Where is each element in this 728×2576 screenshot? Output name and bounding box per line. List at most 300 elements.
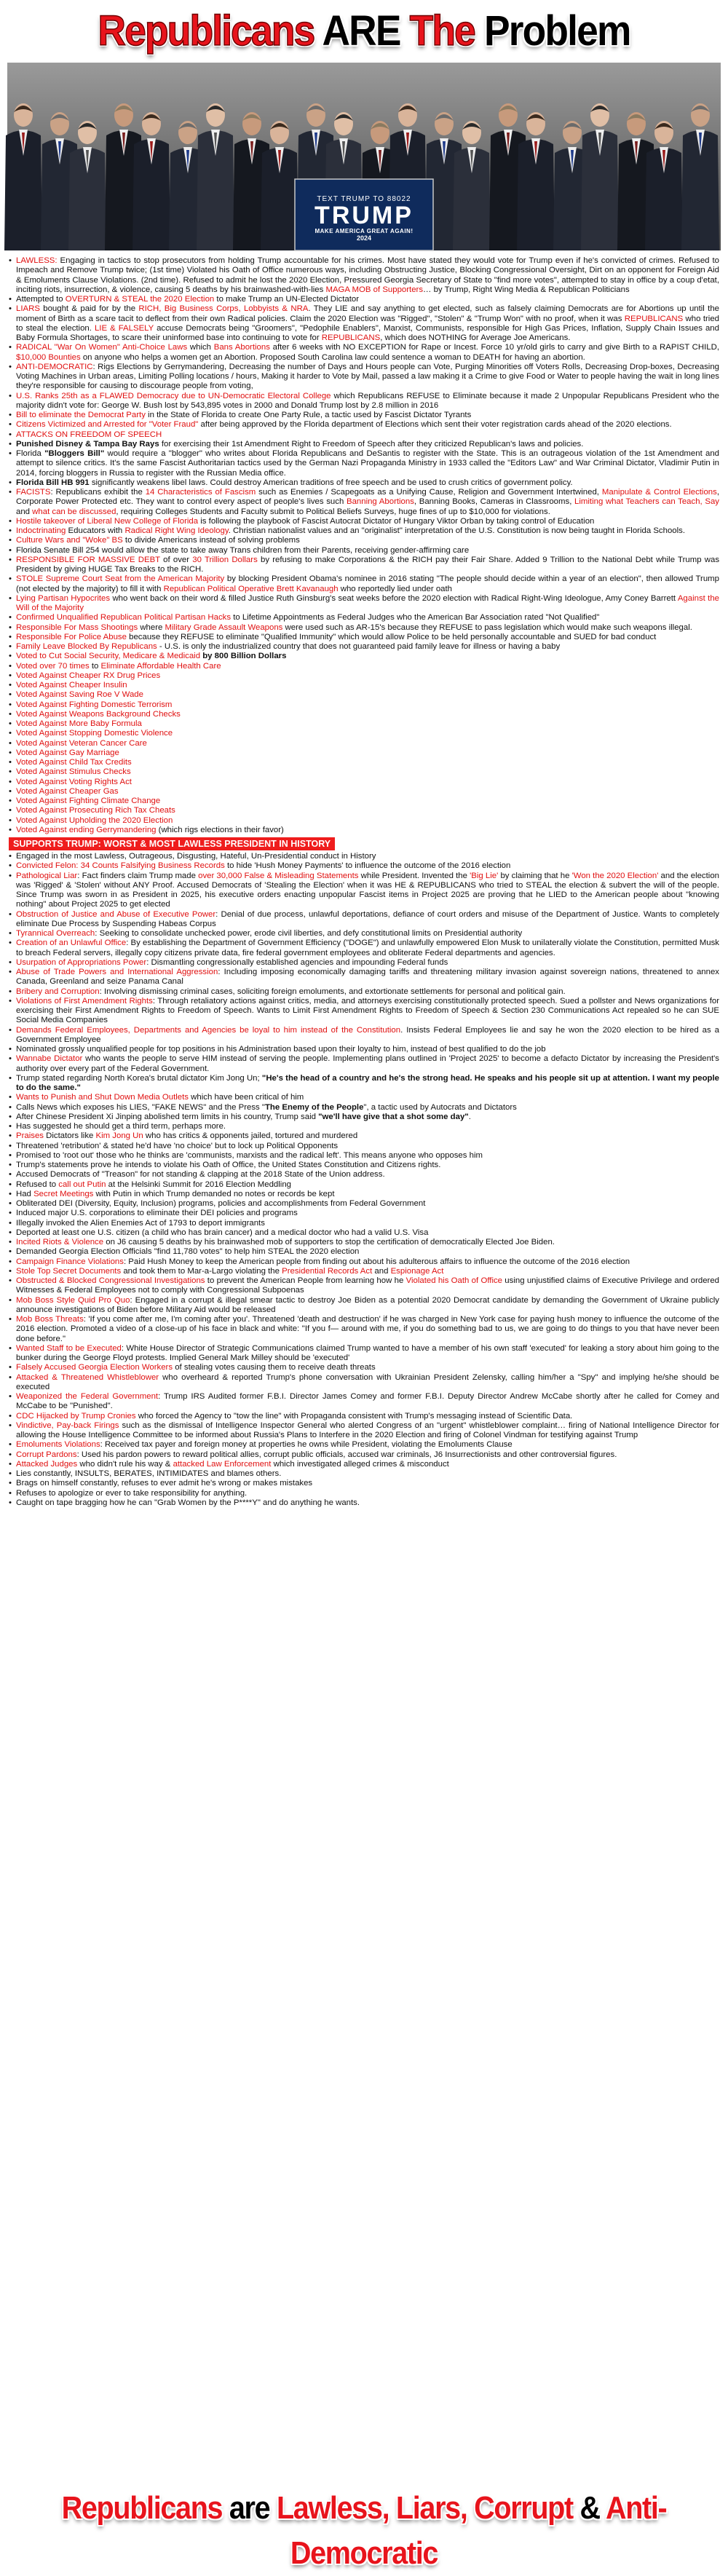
list-item-text: Bribery and Corruption [16, 987, 100, 996]
list-item-text: : Involving dismissing criminal cases, soliciting foreign emoluments, and extortionate settlements for personal and political gain. [99, 987, 566, 996]
footer-word: & [579, 2490, 600, 2526]
list-item-text: LIARS [16, 304, 40, 314]
list-item-text: after being approved by the Florida department of Elections which sent their voter registration cards ahead of the 2020 elections. [198, 420, 672, 430]
list-item-text: Attacked & Threatened Whistleblower [16, 1372, 159, 1382]
list-item-text: Campaign Finance Violations [16, 1257, 124, 1266]
list-item [9, 729, 719, 738]
list-item [9, 623, 719, 633]
list-item-text: RICH, Big Business Corps, Lobbyists & NRA [138, 304, 309, 314]
list-item-text: by refusing to make Corporations & the RICH pay their Fair Share. Added 9 Trillion to the National Debt while Trump was President by giving HUGE Tax Breaks to the RICH. [16, 555, 720, 574]
list-item [9, 852, 719, 861]
list-item-text: Refuses to apologize or ever to take responsibility for anything. [16, 1488, 248, 1498]
list-item-text: Voted Against Upholding the 2020 Election [16, 815, 173, 825]
list-item-text: Indoctrinating [16, 526, 66, 535]
list-item [9, 1180, 719, 1190]
list-item [9, 806, 719, 815]
list-item-text: Abuse of Trade Powers and International Aggression [16, 968, 218, 976]
list-item-text: Secret Meetings [33, 1189, 94, 1198]
podium-name: TRUMP [314, 202, 414, 229]
list-item-text: for exercising their 1st Amendment Right to Freedom of Speech after they criticized Republican's laws and policies. [159, 439, 584, 449]
list-item-text: at the Helsinki Summit for 2016 Election Meddling [106, 1180, 291, 1189]
list-item [9, 816, 719, 826]
list-item-text: of over [159, 555, 193, 564]
list-item-text: REPUBLICANS [321, 333, 381, 342]
list-item-text: LIE & FALSELY [94, 323, 154, 333]
list-item-text: Voted Against Fighting Domestic Terrorism [16, 700, 173, 709]
list-item [9, 1122, 719, 1131]
list-item-text: to [89, 661, 101, 671]
list-item-text: Refused to [16, 1180, 59, 1189]
list-item-text: Stole Top Secret Documents [16, 1266, 122, 1276]
list-item-text: Engaging in tactics to stop prosecutors from holding Trump accountable for his crimes. Most have stated they would vote for Trump even if he's convicted of crimes. Refused to Impeach and Remove Trump twice; (1st time) Violated his Oath of Office numerous ways, including Obstructing Justice, Blocking Congressional Oversight, Dirt on an opponent for Foreign Aid & Emoluments Clause Violations. (2nd time). Refused to admit he lost the 2020 Election, Pressured Georgia Secretary of State to "find more votes", attempted to stay in office by a coup d'etat, inciting riots, insurrection, & violence, causing 5 deaths by his brainwashed-with-lies [16, 256, 719, 294]
list-item [9, 1142, 719, 1151]
list-item-text: , requiring Colleges Students and Faculty submit to Political Beliefs Surveys, huge fines of up to $10,000 for violations. [116, 507, 550, 516]
list-item [9, 778, 719, 787]
list-item [9, 1190, 719, 1199]
title-word-the: The [409, 7, 475, 55]
list-item-text: Wants to Punish and Shut Down Media Outlets [16, 1093, 189, 1102]
list-item-text: Kim Jong Un [95, 1131, 143, 1141]
list-item-text: Eliminate Affordable Health Care [100, 661, 221, 671]
list-item-text: Creation of an Unlawful Office [16, 939, 127, 948]
list-item-text: who overheard & reported Trump's phone conversation with Ukrainian President Zelensky, calling him/her a "Spy" and implying he/she should be executed [16, 1372, 719, 1391]
list-item-text: Demanded Georgia Election Officials "find 11,780 votes" to help him STEAL the 2020 election [16, 1247, 360, 1257]
bullet-list-republicans [9, 256, 719, 835]
list-item-text: and took them to Mar-a-Largo violating the [121, 1266, 282, 1276]
list-item-text: Obliterated DEI (Diversity, Equity, Inclusion) programs, policies and accomplishments from Federal Government [16, 1199, 426, 1208]
list-item-text: Engaged in the most Lawless, Outrageous, Disgusting, Hateful, Un-Presidential conduct in History [16, 852, 376, 861]
list-item [9, 1045, 719, 1054]
list-item-text: Obstructed & Blocked Congressional Investigations [16, 1276, 205, 1285]
list-item-text: ", a tactic used by Autocrats and Dictators [363, 1102, 517, 1112]
list-item-text: Voted Against Gay Marriage [16, 748, 119, 757]
list-item-text: Violated his Oath of Office [405, 1276, 503, 1285]
crowd-illustration [7, 63, 721, 250]
list-item [9, 1344, 719, 1364]
list-item-text: RADICAL "War On Women" Anti-Choice Laws [16, 343, 188, 352]
list-item-text: Republican Political Operative Brett Kavanaugh [163, 584, 339, 593]
list-item-text: Pathological Liar [16, 871, 78, 880]
list-item [9, 1131, 719, 1141]
list-item [9, 633, 719, 642]
footer-word: Lawless, [276, 2490, 389, 2526]
list-item-text: Attacked Judges [16, 1459, 78, 1469]
list-item-text: Voted Against Weapons Background Checks [16, 709, 181, 719]
list-item-text: would require a "blogger" who writes about Florida Republicans and DeSantis to register with the State. This is an outrageous violation of the 1st Amendment and attempt to silence critics. It's the same Fascist Authoritarian tactics used by the German Nazi Propaganda Ministry in 1933 called the "Editors Law" and War Criminal Dictator, Vladimir Putin in 2014, forcing bloggers in Russia to register with the Russian Media office. [16, 449, 719, 478]
list-item [9, 681, 719, 690]
list-item [9, 1296, 719, 1316]
list-item-text: Culture Wars and "Woke" BS [16, 536, 123, 545]
list-item-text: Responsible For Mass Shootings [16, 623, 138, 632]
list-item [9, 1209, 719, 1218]
list-item-text: : Used his pardon powers to reward political allies, corrupt public officials, accused war criminals, J6 Insurrectionists and other controversial figures. [76, 1450, 617, 1459]
list-item-text: : Fact finders claim Trump made [77, 871, 199, 880]
list-item-text: Radical Right Wing Ideology [124, 526, 229, 535]
list-item-text: to make Trump an UN-Elected Dictator [214, 295, 360, 304]
list-item-text: Trump's statements prove he intends to violate his Oath of Office, the United States Constitution and Citizens rights. [16, 1161, 441, 1169]
podium [295, 179, 433, 250]
list-item [9, 488, 719, 517]
list-item [9, 1315, 719, 1344]
list-item [9, 536, 719, 545]
list-item-text: who reportedly lied under oath [338, 584, 452, 593]
list-item [9, 739, 719, 748]
list-item-text: Calls News which exposes his LIES, "FAKE NEWS" and the Press " [16, 1102, 265, 1112]
list-item-text: Banning Abortions [346, 497, 414, 507]
list-item-text: : White House Director of Strategic Communications claimed Trump wanted to have a member of his own staff 'executed' for leaking a story about him going to the bunker during the George Floyd protests. Implied General Mark Milley should be 'executed' [16, 1343, 720, 1362]
list-item [9, 861, 719, 871]
list-item [9, 1113, 719, 1122]
list-item [9, 642, 719, 652]
list-item-text: Voted Against Cheaper RX Drug Prices [16, 671, 161, 680]
list-item [9, 1026, 719, 1046]
list-item [9, 700, 719, 710]
list-item-text: - U.S. is only the industrialized country that does not guaranteed paid family leave for illness or having a baby [157, 642, 561, 651]
list-item [9, 710, 719, 719]
list-item-text: Caught on tape bragging how he can "Grab Women by the P****Y" and do anything he wants. [16, 1498, 360, 1507]
list-item [9, 256, 719, 295]
podium-slogan: MAKE AMERICA GREAT AGAIN! [314, 228, 414, 234]
list-item-text: what can be discussed [32, 507, 116, 516]
list-item [9, 910, 719, 930]
list-item-text: Florida Senate Bill 254 would allow the state to take away Trans children from their Parents, receiving gender-affirming care [16, 545, 470, 555]
list-item-text: 'Big Lie' [470, 871, 499, 880]
list-item [9, 797, 719, 806]
list-item-text: Florida Bill HB 991 [16, 478, 90, 487]
list-item-text: Voted Against Cheaper Insulin [16, 681, 127, 690]
list-item-text: Wanted Staff to be Executed [16, 1343, 122, 1353]
list-item [9, 1199, 719, 1209]
list-item-text: which investigated alleged crimes & misconduct [271, 1459, 449, 1469]
list-item [9, 1479, 719, 1488]
list-item [9, 1450, 719, 1460]
list-item [9, 613, 719, 623]
list-item-text: Educators with [66, 526, 125, 535]
list-item-text: Voted Against Child Tax Credits [16, 758, 132, 767]
list-item [9, 662, 719, 671]
list-item-text: significantly weakens libel laws. Could destroy American traditions of free speech and be used to crush critics of government policy. [89, 478, 573, 487]
list-item-text: Voted Against Prosecuting Rich Tax Cheats [16, 806, 175, 815]
list-item-text: : Dismantling congressionally established agencies and impounding Federal funds [146, 957, 448, 967]
list-item [9, 420, 719, 430]
footer-word: Liars, [395, 2490, 467, 2526]
list-item-text: Has suggested he should get a third term, perhaps more. [16, 1122, 226, 1131]
list-item [9, 546, 719, 556]
list-item [9, 478, 719, 488]
list-item [9, 594, 719, 614]
header-photo [7, 63, 721, 250]
list-item-text: to prevent the American People from learning how he [205, 1276, 406, 1285]
list-item-text: : Denial of due process, unlawful deportations, defiance of court orders and misuse of the Department of Justice. Wants to completely eliminate Due Process by Suspending Habeas Corpus [16, 909, 719, 928]
list-item-text: The Enemy of the People [264, 1102, 364, 1112]
list-item-text: Voted Against Stimulus Checks [16, 767, 131, 777]
list-item-text: OVERTURN & STEAL the 2020 Election [65, 295, 215, 304]
list-item [9, 1074, 719, 1094]
list-item-text: Demands Federal Employees, Departments and Agencies be loyal to him instead of the Constitution [16, 1025, 401, 1035]
list-item [9, 929, 719, 939]
list-item-text: Falsely Accused Georgia Election Workers [16, 1363, 173, 1372]
list-item-text: Accused Democrats of "Treason" for not standing & clapping at the 2018 State of the Union address. [16, 1170, 385, 1180]
list-item-text: to hide 'Hush Money Payments' to influence the outcome of the 2016 election [224, 861, 511, 871]
list-item-text: Brags on himself constantly, refuses to ever admit he's wrong or makes mistakes [16, 1479, 313, 1488]
list-item [9, 1228, 719, 1238]
list-item-text: Limiting what Teachers can Teach, Say [574, 497, 719, 507]
list-item-text: such as the dismissal of Intelligence Inspector General who alerted Congress of an "urgent" whistleblower complaint… firing of National Intelligence Director for allowing the House Intelligence Committee to be informed about Russia's Plans to Interfere in the 2020 Election and firing of Colonel Vindman for testifying against Trump [16, 1421, 720, 1439]
list-item-text: Incited Riots & Violence [16, 1238, 104, 1246]
list-item-text: Deported at least one U.S. citizen (a child who has brain cancer) and a medical doctor who had a valid U.S. Visa [16, 1228, 429, 1237]
list-item-text: in the State of Florida to create One Party Rule, a tactic used by Fascist Dictator Tyrants [145, 411, 472, 419]
list-item [9, 1363, 719, 1372]
list-item-text: to Lifetime Appointments as Federal Judges who the American Bar Association rated "Not Qualified" [231, 613, 600, 623]
footer-word: Corrupt [474, 2490, 573, 2526]
footer-word: are [229, 2490, 270, 2526]
list-item [9, 758, 719, 767]
list-item-text: Voted over 70 times [16, 661, 90, 671]
list-item [9, 430, 719, 440]
list-item-text: Voted Against More Baby Formula [16, 719, 142, 728]
list-item-text: Family Leave Blocked By Republicans [16, 642, 157, 651]
footer-word: Anti-Democratic [290, 2490, 667, 2571]
list-item-text: and the election was 'Rigged' & 'Stolen' without ANY Proof. Accused Democrats of 'Stealing the Election' when it was HE & REPUBLICANS who tried to STEAL the election & subvert the will of the people. Since Trump was sworn in as President in 2025, his executive orders enacting unpopular Fascist items in Project 2025 are proving that he LIED to the American people about "knowing nothing" about Project 2025 to get elected [16, 871, 719, 909]
list-item-text: Military Grade Assault Weapons [165, 623, 283, 632]
list-item-text: Presidential Records Act [282, 1266, 373, 1276]
list-item-text: Manipulate & Control Elections [601, 488, 717, 497]
list-item-text: Bill to eliminate the Democrat Party [16, 411, 146, 419]
list-item [9, 787, 719, 797]
list-item-text: on J6 causing 5 deaths by his brainwashed mob of supporters to stop the certification of democratically Elected Joe Biden. [103, 1238, 555, 1246]
list-item-text: such as Enemies / Scapegoats as a Unifying Cause, Religion and Government Intertwined, [256, 488, 602, 497]
list-item [9, 1257, 719, 1267]
list-item-text: U.S. Ranks 25th as a FLAWED Democracy due to [16, 391, 208, 400]
list-item-text: : Trump IRS Audited former F.B.I. Director James Comey and former F.B.I. Deputy Director Andrew McCabe shortly after he called for Comey and McCabe to be "Punished". [16, 1392, 719, 1411]
list-item [9, 719, 719, 729]
list-item-text: Illegally invoked the Alien Enemies Act of 1793 to deport immigrants [16, 1218, 265, 1228]
list-item [9, 1440, 719, 1450]
list-item-text: Attempted to [16, 295, 66, 304]
page-title [29, 3, 699, 60]
list-item-text: over 30,000 False & Misleading Statements [198, 871, 359, 880]
list-item [9, 1392, 719, 1412]
list-item-text: Threatened 'retribution' & stated he'd have 'no choice' but to lock up Political Opponents [16, 1141, 339, 1150]
list-item [9, 872, 719, 910]
list-item-text: Voted Against Voting Rights Act [16, 777, 132, 786]
list-item-text: 30 Trillion Dollars [192, 555, 258, 564]
list-item-text: "He's the head of a country and he's the strong head. He speaks and his people sit up at attention. I want my people to do the same." [16, 1073, 719, 1092]
list-item-text: Against the Will of the Majority [16, 593, 719, 612]
list-item-text: Promised to 'root out' those who he thinks are 'communists, marxists and the radical left'. This means anyone who opposes him [16, 1150, 483, 1160]
list-item-text: accuse Democrats being "Groomers", "Pedophile Enablers", Marxist, Communists, responsible for High Gas Prices, Inflation, Supply Chain Issues and Baby Formula Shortages, to scare their uninformed base into continuing to vote for [16, 323, 719, 342]
list-item-text: who wants the people to serve HIM instead of serving the people. Implementing plans outlined in 'Project 2025' to become a defacto Dictator by increasing the President's authority over every part of the Federal Government. [16, 1054, 720, 1073]
list-item-text: Espionage Act [390, 1266, 444, 1276]
list-item [9, 987, 719, 997]
list-item-text: Citizens Victimized and Arrested for "Voter Fraud" [16, 420, 199, 430]
list-item-text: who forced the Agency to "tow the line" with Propaganda consistent with Trump's messaging instead of Scientific Data. [135, 1411, 573, 1421]
list-item-text: . Christian nationalist values and an "originalist" interpretation of the U.S. Constitution is now being taught in Florida Schools. [228, 526, 686, 535]
list-item-text: Confirmed Unqualified Republican Political Partisan Hacks [16, 613, 232, 623]
list-item-text: of stealing votes causing them to receive death threats [173, 1363, 376, 1372]
list-item [9, 1238, 719, 1247]
list-item [9, 1247, 719, 1257]
list-item-text: 'Won the 2020 Election' [571, 871, 659, 880]
list-item [9, 1460, 719, 1469]
list-item-text: REPUBLICANS [624, 314, 684, 323]
list-item-text: who went back on their word & filled Justice Ruth Ginsburg's seat weeks before the 2020 election with Radical Right-Wing Ideologue, Amy Coney Barrett [110, 593, 678, 603]
list-item [9, 574, 719, 594]
list-item-text: which Republicans REFUSE to Eliminate because it made 2 Unpopular Republicans President who the majority didn't vote for: George W. Bush lost by 543,895 votes in 2000 and Donald Trump lost by 2.8 million in 2016 [16, 391, 719, 410]
list-item-text: ANTI-DEMOCRATIC [16, 362, 93, 371]
list-item-text: : 'If you come after me, I'm coming after you'. Threatened 'death and destruction' if he was charged in New York case for paying hush money to influence the outcome of the 2016 election. Promoted a video of a close-up of his face in black and white: "If you f— around with me, if you do something bad to us, we are going to do things to you that have never been done before." [16, 1315, 719, 1343]
list-item [9, 826, 719, 835]
list-item-text: attacked Law Enforcement [173, 1459, 272, 1469]
list-item [9, 295, 719, 304]
title-word-republicans: Republicans [98, 7, 314, 55]
list-item [9, 958, 719, 968]
title-word-are: ARE [322, 7, 400, 55]
list-item-text: were used such as AR-15's because they REFUSE to pass legislation which would make such weapons illegal. [282, 623, 692, 632]
list-item-text: , Corporate Power Protected etc. They want to control every aspect of people's lives such [16, 488, 719, 507]
article-body [9, 256, 719, 1508]
list-item [9, 968, 719, 987]
list-item-text: : Received tax payer and foreign money at properties he owns while President, violating the Emoluments Clause [100, 1440, 513, 1450]
section-header-trump: SUPPORTS TRUMP: WORST & MOST LAWLESS PRESIDENT IN HISTORY [9, 837, 335, 850]
list-item-text: Florida [16, 449, 45, 458]
list-item-text: Weaponized the Federal Government [16, 1392, 159, 1401]
list-item-text: Voted Against Stopping Domestic Violence [16, 729, 173, 738]
podium-text-line: TEXT TRUMP TO 88022 [317, 195, 411, 203]
list-item-text: 14 Characteristics of Fascism [145, 488, 256, 497]
list-item-text: Vindictive, Pay-back Firings [16, 1421, 119, 1430]
list-item-text: LAWLESS: [16, 256, 58, 265]
list-item-text: Mob Boss Threats [16, 1315, 84, 1324]
list-item-text: by claiming that he [498, 871, 572, 880]
list-item [9, 526, 719, 536]
list-item-text: RESPONSIBLE FOR MASSIVE DEBT [16, 555, 160, 564]
list-item-text: while President. Invented the [358, 871, 470, 880]
list-item-text: bought & paid for by the [39, 304, 139, 314]
list-item-text: which have been critical of him [189, 1093, 304, 1102]
list-item-text: with Putin in which Trump demanded no notes or records be kept [93, 1189, 335, 1198]
list-item-text: who didn't rule his way & [77, 1459, 173, 1469]
list-item-text: Voted to Cut Social Security, Medicare & Medicaid [16, 652, 201, 661]
list-item [9, 304, 719, 343]
list-item-text: Obstruction of Justice and Abuse of Executive Power [16, 909, 216, 919]
list-item-text: after 6 weeks with NO EXCEPTION for Rape or Incest. Force 10 yr/old girls to carry and give Birth to a RAPIST CHILD, [269, 343, 720, 352]
list-item-text: MAGA MOB of Supporters [325, 285, 424, 294]
list-item-text: Usurpation of Appropriations Power [16, 957, 147, 967]
list-item-text: Hostile takeover of Liberal New College of Florida [16, 516, 199, 526]
list-item-text: : Republicans exhibit the [50, 488, 146, 497]
list-item-text: "we'll have give that a shot some day" [318, 1112, 469, 1121]
footer-slogan [36, 2486, 692, 2571]
list-item [9, 343, 719, 363]
list-item [9, 671, 719, 681]
list-item-text: : Engaged in a corrupt & illegal smear tactic to destroy Joe Biden as a potential 2020 Democrat candidate by demanding the Government of Ukraine publicly announce investigations of Biden before Military Aid would be released [16, 1295, 719, 1314]
list-item-text: . They LIE and say anything to get elected, such as falsely claiming Democrats are for Abortions up until the moment of Birth as a scare tacit to deflect from their own Radical policies. Claim the 2020 Election was "Rigged", "Stolen" & "Trump Won" with no proof, when it was [16, 304, 720, 323]
list-item-text: Tyrannical Overreach [16, 929, 95, 938]
list-item [9, 449, 719, 478]
list-item [9, 1267, 719, 1276]
list-item [9, 1103, 719, 1113]
list-item-text: FACISTS [16, 488, 51, 497]
list-item [9, 748, 719, 758]
list-item-text: by blocking President Obama's nominee in 2016 stating "The people should decide within a year of an election", then allowed Trump (not elected by the majority) to fill it with [16, 574, 719, 593]
list-item-text: which [187, 343, 214, 352]
list-item [9, 363, 719, 392]
list-item-text: … by Trump, Right Wing Media & Republican Politicians [423, 285, 630, 294]
list-item-text: Lying Partisan Hypocrites [16, 593, 111, 603]
list-item-text: Convicted Felon: 34 Counts Falsifying Business Records [16, 861, 225, 871]
bullet-list-trump [9, 852, 719, 1508]
podium-year: 2024 [356, 234, 372, 242]
list-item-text: $10,000 Bounties [16, 352, 81, 362]
list-item-text: : By establishing the Department of Government Efficiency ("DOGE") and unlawfully empowered Elon Musk to unilaterally violate the Constitution, permitted Musk to breach Federal servers, illegally copy citizens private data, fire federal government employees and obliterate Federal departments and agencies. [16, 939, 719, 957]
title-word-problem: Problem [483, 7, 630, 55]
list-item [9, 1161, 719, 1170]
list-item-text: who has critics & opponents jailed, tortured and murdered [143, 1131, 358, 1141]
list-item [9, 1151, 719, 1161]
list-item-text: Nominated grossly unqualified people for top positions in his Administration based upon their loyalty to him, instead of best qualified to do the job [16, 1045, 546, 1054]
list-item-text: Wannabe Dictator [16, 1054, 83, 1064]
list-item-text: on anyone who helps a women get an Abortion. Proposed South Carolina law could sentence a woman to DEATH for having an abortion. [80, 352, 585, 362]
list-item-text: Voted Against Cheaper Gas [16, 786, 119, 796]
list-item-text: by 800 Billion Dollars [200, 652, 287, 661]
list-item-text: Voted Against Veteran Cancer Care [16, 738, 147, 748]
list-item-text: . [468, 1112, 471, 1121]
list-item [9, 556, 719, 575]
list-item-text: Bans Abortions [213, 343, 270, 352]
list-item [9, 1489, 719, 1498]
list-item-text: Voted Against Fighting Climate Change [16, 797, 161, 805]
list-item-text: because they REFUSE to eliminate "Qualified Immunity" which would allow Police to be held personally accountable and SUED for bad conduct [126, 632, 657, 641]
list-item-text: Induced major U.S. corporations to eliminate their DEI policies and programs [16, 1209, 298, 1218]
list-item [9, 411, 719, 420]
list-item-text: Corrupt Pardons [16, 1450, 77, 1459]
list-item [9, 517, 719, 526]
list-item-text: Violations of First Amendment Rights [16, 996, 153, 1005]
list-item-text: : Paid Hush Money to keep the American people from finding out about his adulterous affairs to influence the outcome of the 2016 election [123, 1257, 630, 1266]
list-item [9, 690, 719, 700]
list-item-text: UN-Democratic Electoral College [207, 391, 331, 400]
list-item-text: : Rigs Elections by Gerrymandering, Decreasing the number of Days and Hours people can Vote, Purging Minorities off Voters Rolls, Decreasing Drop-boxes, Decreasing Voting Machines in Urban areas, Limiting Polling locations / hours, Making it harder to Vote by Mail, passed a law making it a Crime to give Food or Water to people having the wait in long lines they're responsible for causing to discourage people from voting, [16, 362, 719, 391]
list-item-text: STOLE Supreme Court Seat from the American Majority [16, 574, 225, 584]
list-item-text: using unjustified claims of Executive Privilege and ordered Witnesses & Federal Employees not to comply with Congressional Subpoenas [16, 1276, 719, 1295]
list-item-text: Praises [16, 1131, 44, 1141]
list-item-text: After Chinese President Xi Jinping abolished term limits in his country, Trump said [16, 1112, 319, 1121]
list-item [9, 1498, 719, 1508]
list-item-text: Voted Against Saving Roe V Wade [16, 690, 143, 700]
list-item-text: Dictators like [43, 1131, 96, 1141]
list-item-text: Trump stated regarding North Korea's brutal dictator Kim Jong Un; [16, 1073, 262, 1083]
list-item [9, 997, 719, 1026]
list-item [9, 1276, 719, 1296]
list-item-text: : Including imposing economically damaging tariffs and threatening military invasion against sovereign nations, threatened to annex Canada, Greenland and seize Panama Canal [16, 968, 719, 987]
list-item-text: ATTACKS ON FREEDOM OF SPEECH [16, 430, 162, 439]
list-item-text: Mob Boss Style Quid Pro Quo [16, 1295, 130, 1305]
list-item [9, 1054, 719, 1074]
list-item-text: Voted Against ending Gerrymandering [16, 825, 157, 834]
list-item-text: . Insists Federal Employees lie and say he won the 2020 election to be hired as a Government Employee [16, 1025, 719, 1044]
list-item-text: to divide Americans instead of solving problems [122, 536, 300, 545]
list-item [9, 1412, 719, 1421]
list-item-text: call out Putin [58, 1180, 106, 1189]
list-item [9, 1421, 719, 1441]
list-item [9, 767, 719, 777]
list-item-text: who tried to steal the election. [16, 314, 719, 333]
list-item [9, 1373, 719, 1393]
list-item-text: : Seeking to consolidate unchecked power, erode civil liberties, and defy constitutional limits on Presidential authority [95, 929, 523, 938]
list-item-text: , Banning Books, Cameras in Classrooms, [414, 497, 575, 507]
list-item-text: where [138, 623, 165, 632]
